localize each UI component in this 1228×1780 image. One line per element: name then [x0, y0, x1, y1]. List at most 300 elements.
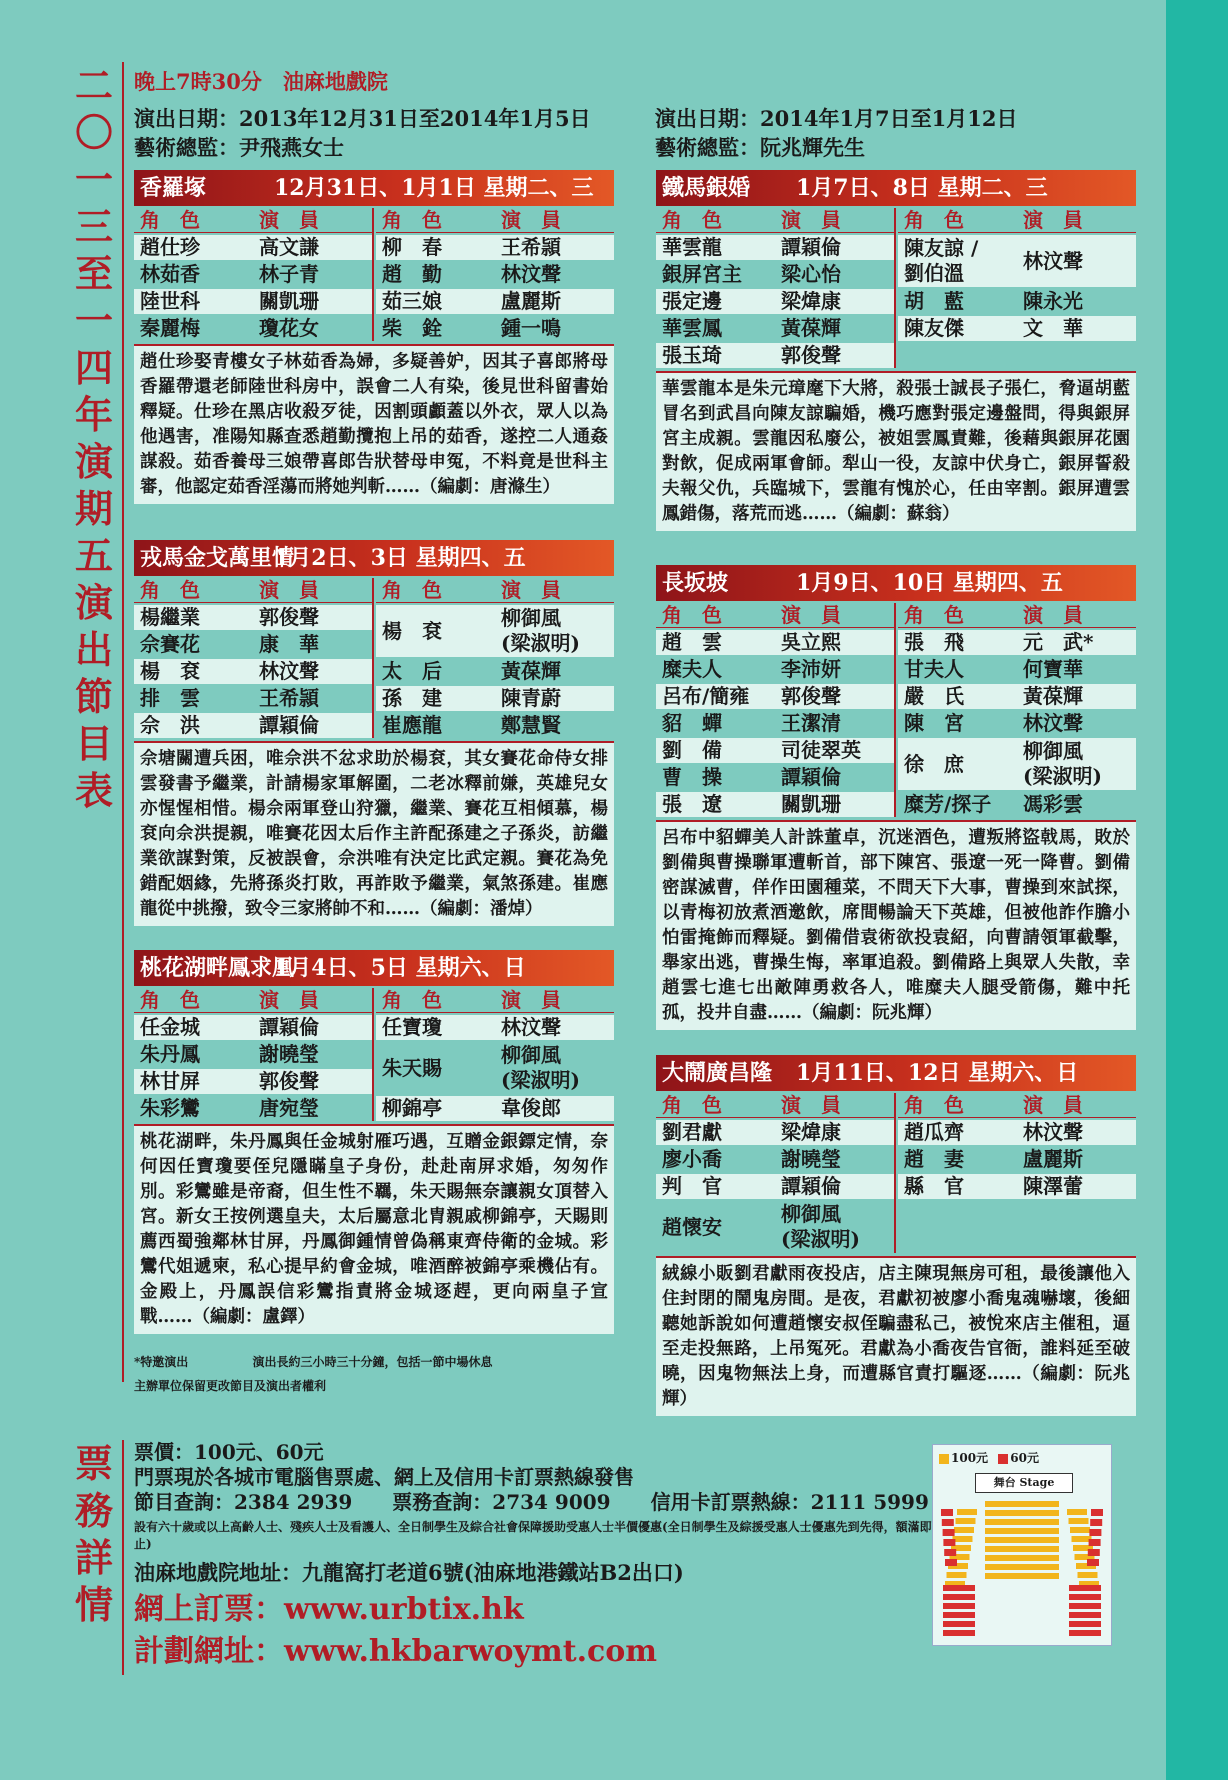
seat-row-far-left	[941, 1509, 953, 1516]
seat-row-far-right	[1089, 1539, 1101, 1546]
rear-row-left	[943, 1621, 975, 1627]
role-name: 陳友傑	[904, 316, 964, 340]
actor-header: 演 員	[501, 578, 561, 602]
seat-row-far-right	[1091, 1509, 1103, 1516]
rear-row-right	[1069, 1585, 1101, 1591]
role-name: 貂 蟬	[662, 711, 722, 735]
cast-row	[134, 659, 372, 684]
cast-column-left	[134, 578, 374, 738]
actor-name: 陳永光	[1023, 289, 1083, 313]
cast-row	[898, 630, 1136, 655]
show-block-danaoguangchanglong	[656, 1055, 1136, 1416]
seat-row-left	[953, 1536, 973, 1542]
actor-name: 梁煒康	[781, 1120, 841, 1144]
cast-row	[656, 711, 894, 736]
cast-row	[898, 792, 1136, 817]
actor-name: 高文謙	[259, 235, 319, 259]
seat-row-centre	[985, 1546, 1059, 1552]
show-synopsis: 呂布中貂蟬美人計誅董卓，沉迷酒色，遭叛將盜戟馬，敗於劉備與曹操聯軍遭斬首，部下陳宮、張遼一死一降曹。劉備密謀滅曹，佯作田園種菜，不問天下大事，曹操到來試探，以青梅初放煮酒邀飲，席間暢論天下英雄，但被他詐作膽小怕雷掩飾而釋疑。劉備借袁術欲投袁紹，向曹請領軍截擊，舉家出逃，曹操生悔，率軍追殺。劉備路上與眾人失散，幸趙雲七進七出敵陣勇救各人，唯糜夫人腿受箭傷，難中托孤，投井自盡……（編劇：阮兆輝）	[656, 820, 1136, 1030]
cast-table	[134, 988, 614, 1121]
role-name: 柴 銓	[382, 316, 442, 340]
role-name: 張玉琦	[662, 343, 722, 367]
online-booking-link[interactable]: 網上訂票：www.urbtix.hk	[134, 1592, 524, 1627]
show-title: 鐵馬銀婚	[662, 175, 751, 201]
actor-name: 梁煒康	[781, 289, 841, 313]
ticket-sales: 門票現於各城市電腦售票處、網上及信用卡訂票熱線發售	[134, 1465, 634, 1489]
actor-header: 演 員	[259, 578, 319, 602]
actor-header: 演 員	[501, 208, 561, 232]
actor-name: 謝曉瑩	[259, 1042, 319, 1066]
actor-header: 演 員	[781, 603, 841, 627]
role-name: 楊 袞	[382, 618, 442, 643]
cast-table	[656, 208, 1136, 368]
role-name: 張 遼	[662, 792, 722, 816]
rear-row-right	[1069, 1594, 1101, 1600]
cast-column-right	[376, 578, 614, 738]
cast-row	[656, 630, 894, 655]
actor-name: 何寶華	[1023, 657, 1083, 681]
show-synopsis: 桃花湖畔，朱丹鳳與任金城射雁巧遇，互贈金銀鏢定情，奈何因任寶瓊要侄兒隱瞞皇子身份，赴赴南屏求婚，匆匆作別。彩鸞雖是帝裔，但生性不羈，朱天賜無奈讓親女頂替入宮。新女王按例選皇夫，太后屬意北胄親戚柳錦亭，天賜則薦西蜀強鄰林甘屏，丹鳳御鍾情曾偽稱東齊侍衛的金城。彩鸞代姐遞柬，私心提早約會金城，唯酒醉被錦亭乘機佔有。金殿上，丹鳳誤信彩鸞指責將金城逐趕，更向兩皇子宣戰……（編劇：盧鐸）	[134, 1124, 614, 1334]
role-name: 陳 宮	[904, 711, 964, 735]
footnote-special-duration	[134, 1352, 492, 1372]
actor-name: 譚穎倫	[781, 765, 841, 789]
show-block-taohuahu	[134, 950, 614, 1334]
cast-row	[134, 262, 372, 287]
seat-row-centre	[985, 1501, 1059, 1507]
actor-name: 唐宛瑩	[259, 1096, 319, 1120]
cast-row	[134, 1015, 372, 1040]
role-name: 任金城	[140, 1015, 200, 1039]
cast-row	[656, 316, 894, 341]
role-name: 朱丹鳳	[140, 1042, 200, 1066]
actor-header: 演 員	[1023, 603, 1083, 627]
cast-table	[134, 208, 614, 341]
show-date: 12月31日、1月1日 星期二、三	[274, 175, 594, 201]
role-name: 徐 庶	[904, 751, 964, 776]
cast-row	[376, 289, 614, 314]
role-name: 劉 備	[662, 738, 722, 762]
actor-name: 郭俊聲	[259, 605, 319, 629]
rear-row-left	[943, 1585, 975, 1591]
cast-row	[134, 632, 372, 657]
show-synopsis: 絨線小販劉君獻雨夜投店，店主陳現無房可租，最後讓他入住封閉的鬧鬼房間。是夜，君獻初被廖小喬鬼魂嚇壞，後細聽她訴說如何遭趙懷安叔侄騙盡私己，被悅來店主催租，逼至走投無路，上吊冤死。君獻為小喬夜告官衙，誰料延至破曉，因鬼物無法上身，而遭縣官責打驅逐……（編劇：阮兆輝）	[656, 1256, 1136, 1416]
actor-name: 元 武*	[1023, 630, 1094, 654]
footnote-rights: 主辦單位保留更改節目及演出者權利	[134, 1379, 327, 1393]
role-header: 角 色	[662, 208, 722, 232]
cast-column-right	[898, 1093, 1136, 1253]
cast-row	[376, 262, 614, 287]
seat-row-centre	[985, 1528, 1059, 1534]
cast-row	[656, 235, 894, 260]
role-name: 林甘屏	[140, 1069, 200, 1093]
role-header: 角 色	[904, 603, 964, 627]
cast-row	[134, 1042, 372, 1067]
actor-header: 演 員	[259, 208, 319, 232]
role-name: 趙仕珍	[140, 235, 200, 259]
show-date: 1月11日、12日 星期六、日	[796, 1060, 1079, 1086]
role-name: 銀屏宮主	[662, 262, 742, 286]
seat-row-far-right	[1087, 1559, 1099, 1566]
cast-column-right	[376, 988, 614, 1121]
role-name: 趙 妻	[904, 1147, 964, 1171]
rear-row-left	[943, 1603, 975, 1609]
show-synopsis: 趙仕珍娶青樓女子林茹香為婦，多疑善妒，因其子喜郎將母香羅帶還老師陸世科房中，誤會二人有染，後見世科留書始釋疑。仕珍在黑店收殺歹徒，因割頭顱蓋以外衣，眾人以為他遇害，准陽知縣查悉趙勤攬抱上吊的茹香，遂控二人通姦謀殺。茹香養母三娘帶喜郎告狀替母申冤，不料竟是世科主審，他認定茹香淫蕩而將她判斬……（編劇：唐滌生）	[134, 344, 614, 504]
actor-name: 梁心怡	[781, 262, 841, 286]
show-title-bar	[656, 1055, 1136, 1091]
role-name: 呂布/簡雍	[662, 684, 750, 708]
actor-name: 譚穎倫	[781, 235, 841, 259]
show-title: 長坂坡	[662, 570, 729, 596]
cast-row	[376, 686, 614, 711]
cast-column-header	[898, 1093, 1136, 1118]
seating-blocks-graphic	[933, 1445, 1111, 1645]
role-name: 秦麗梅	[140, 316, 200, 340]
ticket-divider	[122, 1440, 124, 1675]
cast-column-header	[656, 1093, 894, 1118]
role-name: 佘賽花	[140, 632, 200, 656]
cast-row	[656, 289, 894, 314]
role-name: 張 飛	[904, 630, 964, 654]
seat-row-far-left	[945, 1559, 957, 1566]
role-name: 孫 建	[382, 686, 442, 710]
seat-row-centre	[985, 1564, 1059, 1570]
cast-column-left	[134, 208, 374, 341]
role-header: 角 色	[382, 208, 442, 232]
show-title: 戎馬金戈萬里情	[140, 545, 295, 571]
cast-column-header	[134, 988, 372, 1013]
role-name: 柳錦亭	[382, 1096, 442, 1120]
role-header: 角 色	[662, 603, 722, 627]
show-date: 1月9日、10日 星期四、五	[796, 570, 1063, 596]
cast-row	[656, 343, 894, 368]
seat-row-centre	[985, 1555, 1059, 1561]
ticket-info	[134, 1440, 944, 1673]
cast-row	[134, 1096, 372, 1121]
seat-row-far-right	[1088, 1549, 1100, 1556]
actor-header: 演 員	[781, 1093, 841, 1117]
actor-name: 林汶聲	[501, 1015, 561, 1039]
cast-column-header	[134, 208, 372, 233]
cast-row	[134, 235, 372, 260]
role-name: 柳 春	[382, 235, 442, 259]
actor-name: 關凱珊	[781, 792, 841, 816]
cast-row	[898, 316, 1136, 341]
cast-column-left	[656, 208, 896, 368]
cast-row	[898, 289, 1136, 314]
cast-table	[656, 603, 1136, 817]
show-date: 1月2日、3日 星期四、五	[274, 545, 526, 571]
show-title-bar	[656, 565, 1136, 601]
role-name: 佘 洪	[140, 713, 200, 737]
show-title: 大鬧廣昌隆	[662, 1060, 773, 1086]
show-block-rongma	[134, 540, 614, 926]
role-name: 糜夫人	[662, 657, 722, 681]
actor-header: 演 員	[259, 988, 319, 1012]
programme-website-link[interactable]: 計劃網址：www.hkbarwoymt.com	[134, 1634, 658, 1669]
role-header: 角 色	[662, 1093, 722, 1117]
cast-row	[898, 1120, 1136, 1145]
right-column-header	[655, 104, 1018, 162]
actor-name: 譚穎倫	[259, 1015, 319, 1039]
role-name: 陳友諒 / 劉伯溫	[904, 236, 979, 285]
cast-column-left	[134, 988, 374, 1121]
cast-row	[656, 765, 894, 790]
cast-column-header	[134, 578, 372, 603]
cast-row	[656, 262, 894, 287]
right-artistic-director: 藝術總監：阮兆輝先生	[655, 135, 865, 160]
role-name: 曹 操	[662, 765, 722, 789]
cast-row	[898, 657, 1136, 682]
cast-row	[376, 235, 614, 260]
cast-row	[656, 657, 894, 682]
cast-row	[898, 738, 1136, 790]
seat-row-right	[1072, 1536, 1092, 1542]
cast-row	[134, 316, 372, 341]
actor-name: 吳立熙	[781, 630, 841, 654]
cast-column-header	[898, 603, 1136, 628]
seat-row-right	[1070, 1527, 1090, 1533]
actor-name: 林汶聲	[1023, 248, 1083, 273]
actor-name: 柳御風 (梁淑明)	[781, 1202, 860, 1251]
role-name: 茹三娘	[382, 289, 442, 313]
cast-column-header	[656, 208, 894, 233]
cast-row	[898, 711, 1136, 736]
performance-time-venue: 晚上7時30分 油麻地戲院	[134, 69, 388, 94]
role-name: 楊 袞	[140, 659, 200, 683]
actor-name: 鄭慧賢	[501, 713, 561, 737]
show-block-tiemayinhun	[656, 170, 1136, 531]
actor-name: 李沛妍	[781, 657, 841, 681]
role-name: 糜芳/探子	[904, 792, 992, 816]
rear-row-right	[1069, 1621, 1101, 1627]
show-title: 桃花湖畔鳳求凰	[140, 955, 295, 981]
actor-name: 馮彩雲	[1023, 792, 1083, 816]
role-name: 朱天賜	[382, 1055, 442, 1080]
role-name: 判 官	[662, 1174, 722, 1198]
role-name: 林茹香	[140, 262, 200, 286]
actor-header: 演 員	[1023, 1093, 1083, 1117]
cast-row	[376, 659, 614, 684]
actor-name: 司徒翠英	[781, 738, 861, 762]
actor-name: 柳御風 (梁淑明)	[501, 1043, 580, 1092]
role-name: 排 雲	[140, 686, 200, 710]
cast-column-header	[376, 208, 614, 233]
role-name: 劉君獻	[662, 1120, 722, 1144]
seat-row-right	[1067, 1509, 1087, 1515]
legend-label-100: 100元	[951, 1451, 989, 1465]
right-color-strip	[1166, 0, 1228, 1780]
role-header: 角 色	[904, 208, 964, 232]
seat-row-far-left	[942, 1519, 954, 1526]
cast-row	[656, 1174, 894, 1199]
actor-header: 演 員	[781, 208, 841, 232]
actor-name: 關凱珊	[259, 289, 319, 313]
seat-row-left	[947, 1572, 967, 1578]
ticket-concession: 設有六十歲或以上高齡人士、殘疾人士及看護人、全日制學生及綜合社會保障援助受惠人士半價優惠(全日制學生及綜援受惠人士優惠先到先得，額滿即止)	[134, 1520, 932, 1551]
actor-name: 譚穎倫	[259, 713, 319, 737]
role-header: 角 色	[904, 1093, 964, 1117]
actor-header: 演 員	[1023, 208, 1083, 232]
role-name: 崔應龍	[382, 713, 442, 737]
cast-table	[134, 578, 614, 738]
role-name: 趙懷安	[662, 1214, 722, 1239]
cast-row	[134, 686, 372, 711]
actor-name: 王希頴	[259, 686, 319, 710]
seat-row-centre	[985, 1537, 1059, 1543]
show-title-bar	[134, 950, 614, 986]
actor-name: 林子青	[259, 262, 319, 286]
cast-row	[376, 1096, 614, 1121]
seat-row-left	[957, 1509, 977, 1515]
cast-column-left	[656, 1093, 896, 1253]
cast-row	[656, 1120, 894, 1145]
show-title: 香羅塚	[140, 175, 207, 201]
title-divider	[122, 62, 124, 1382]
seat-row-right	[1078, 1572, 1098, 1578]
left-artistic-director: 藝術總監：尹飛燕女士	[134, 135, 344, 160]
seat-row-left	[954, 1527, 974, 1533]
cast-row	[376, 1015, 614, 1040]
seat-row-far-left	[944, 1549, 956, 1556]
role-name: 張定邊	[662, 289, 722, 313]
cast-row	[376, 316, 614, 341]
show-block-xiangluozhong	[134, 170, 614, 504]
seat-row-centre	[985, 1510, 1059, 1516]
role-name: 楊繼業	[140, 605, 200, 629]
role-name: 胡 藍	[904, 289, 964, 313]
actor-name: 王潔清	[781, 711, 841, 735]
cast-row	[376, 605, 614, 657]
left-performance-dates: 演出日期：2013年12月31日至2014年1月5日	[134, 106, 591, 131]
role-name: 太 后	[382, 659, 442, 683]
actor-name: 謝曉瑩	[781, 1147, 841, 1171]
actor-name: 王希頴	[501, 235, 561, 259]
cast-row	[898, 1147, 1136, 1172]
cast-row	[656, 792, 894, 817]
show-synopsis: 佘塘關遭兵困，唯佘洪不忿求助於楊袞，其女賽花命侍女排雲發書予繼業，計請楊家軍解圍，二老冰釋前嫌，英雄兒女亦惺惺相惜。楊佘兩軍登山狩獵，繼業、賽花互相傾慕，楊袞向佘洪提親，唯賽花因太后作主許配孫建之子孫炎，訪繼業欲謀對策，反被誤會，佘洪唯有決定比武定親。賽花為免錯配姻緣，先將孫炎打敗，再詐敗予繼業，氣煞孫建。崔應龍從中挑撥，致令三家將帥不和……（編劇：潘焯）	[134, 741, 614, 926]
role-name: 縣 官	[904, 1174, 964, 1198]
actor-name: 黃葆輝	[501, 659, 561, 683]
cast-row	[134, 1069, 372, 1094]
right-performance-dates: 演出日期：2014年1月7日至1月12日	[655, 106, 1018, 131]
actor-name: 郭俊聲	[259, 1069, 319, 1093]
cast-row	[656, 738, 894, 763]
seat-row-right	[1069, 1518, 1089, 1524]
cast-table	[656, 1093, 1136, 1253]
show-block-changbanpo	[656, 565, 1136, 1030]
stage-label: 舞台 Stage	[975, 1473, 1073, 1493]
role-name: 甘夫人	[904, 657, 964, 681]
seat-row-centre	[985, 1573, 1059, 1579]
role-header: 角 色	[382, 578, 442, 602]
rear-row-left	[943, 1612, 975, 1618]
actor-name: 柳御風 (梁淑明)	[1023, 739, 1102, 788]
role-name: 任寶瓊	[382, 1015, 442, 1039]
role-name: 陸世科	[140, 289, 200, 313]
cast-row	[656, 1201, 894, 1253]
cast-column-header	[376, 578, 614, 603]
show-title-bar	[656, 170, 1136, 206]
cast-row	[134, 605, 372, 630]
role-header: 角 色	[140, 578, 200, 602]
actor-name: 郭俊聲	[781, 684, 841, 708]
actor-name: 郭俊聲	[781, 343, 841, 367]
role-header: 角 色	[140, 208, 200, 232]
role-name: 嚴 氏	[904, 684, 964, 708]
actor-name: 文 華	[1023, 316, 1083, 340]
rear-row-right	[1069, 1630, 1101, 1636]
rear-row-left	[943, 1630, 975, 1636]
actor-name: 陳青蔚	[501, 686, 561, 710]
rear-row-right	[1069, 1612, 1101, 1618]
show-title-bar	[134, 170, 614, 206]
actor-name: 瓊花女	[259, 316, 319, 340]
cast-row	[134, 289, 372, 314]
cast-column-right	[898, 208, 1136, 368]
show-synopsis: 華雲龍本是朱元璋麾下大將，殺張士誠長子張仁，脅逼胡藍冒名到武昌向陳友諒騙婚，機巧應對張定邊盤問，得與銀屏宮主成親。雲龍因私廢公，被姐雲鳳責難，後藉與銀屏花園對飲，促成兩軍會師。犁山一役，友諒中伏身亡，銀屏誓殺夫報父仇，兵臨城下，雲龍有愧於心，任由宰割。銀屏遭雲鳳錯傷，落荒而逃……（編劇：蘇翁）	[656, 371, 1136, 531]
cast-column-header	[376, 988, 614, 1013]
actor-name: 黃葆輝	[1023, 684, 1083, 708]
actor-name: 康 華	[259, 632, 319, 656]
cast-column-right	[376, 208, 614, 341]
cast-row	[376, 1042, 614, 1094]
actor-header: 演 員	[501, 988, 561, 1012]
ticket-hotlines: 節目查詢：2384 2939 票務查詢：2734 9009 信用卡訂票熱線：2111 5999	[134, 1490, 929, 1514]
actor-name: 盧麗斯	[1023, 1147, 1083, 1171]
cast-row	[898, 684, 1136, 709]
role-name: 趙 勤	[382, 262, 442, 286]
seating-plan	[932, 1444, 1112, 1646]
seat-row-centre	[985, 1519, 1059, 1525]
role-header: 角 色	[382, 988, 442, 1012]
role-name: 華雲鳳	[662, 316, 722, 340]
actor-name: 林汶聲	[501, 262, 561, 286]
seat-row-far-left	[943, 1539, 955, 1546]
cast-column-header	[656, 603, 894, 628]
rear-row-right	[1069, 1603, 1101, 1609]
cast-column-right	[898, 603, 1136, 817]
show-title-bar	[134, 540, 614, 576]
ticket-vertical-title: 票務詳情	[74, 1441, 113, 1627]
role-header: 角 色	[140, 988, 200, 1012]
role-name: 趙瓜齊	[904, 1120, 964, 1144]
actor-name: 黃葆輝	[781, 316, 841, 340]
cast-row	[134, 713, 372, 738]
cast-row	[656, 1147, 894, 1172]
vertical-title: 二〇一三至一四年演期五演出節目表	[74, 63, 113, 813]
cast-row	[656, 684, 894, 709]
cast-column-left	[656, 603, 896, 817]
cast-column-header	[898, 208, 1136, 233]
role-name: 廖小喬	[662, 1147, 722, 1171]
seat-row-far-right	[1090, 1519, 1102, 1526]
role-name: 華雲龍	[662, 235, 722, 259]
rear-row-left	[943, 1594, 975, 1600]
footnote-duration: 演出長約三小時三十分鐘，包括一節中場休息	[252, 1355, 493, 1369]
actor-name: 林汶聲	[259, 659, 319, 683]
seat-row-far-right	[1089, 1529, 1101, 1536]
cast-row	[898, 235, 1136, 287]
role-name: 趙 雲	[662, 630, 722, 654]
actor-name: 林汶聲	[1023, 1120, 1083, 1144]
actor-name: 柳御風 (梁淑明)	[501, 606, 580, 655]
show-date: 1月4日、5日 星期六、日	[274, 955, 526, 981]
role-name: 朱彩鸞	[140, 1096, 200, 1120]
actor-name: 鍾一鳴	[501, 316, 561, 340]
show-date: 1月7日、8日 星期二、三	[796, 175, 1048, 201]
cast-row	[376, 713, 614, 738]
actor-name: 陳澤蕾	[1023, 1174, 1083, 1198]
